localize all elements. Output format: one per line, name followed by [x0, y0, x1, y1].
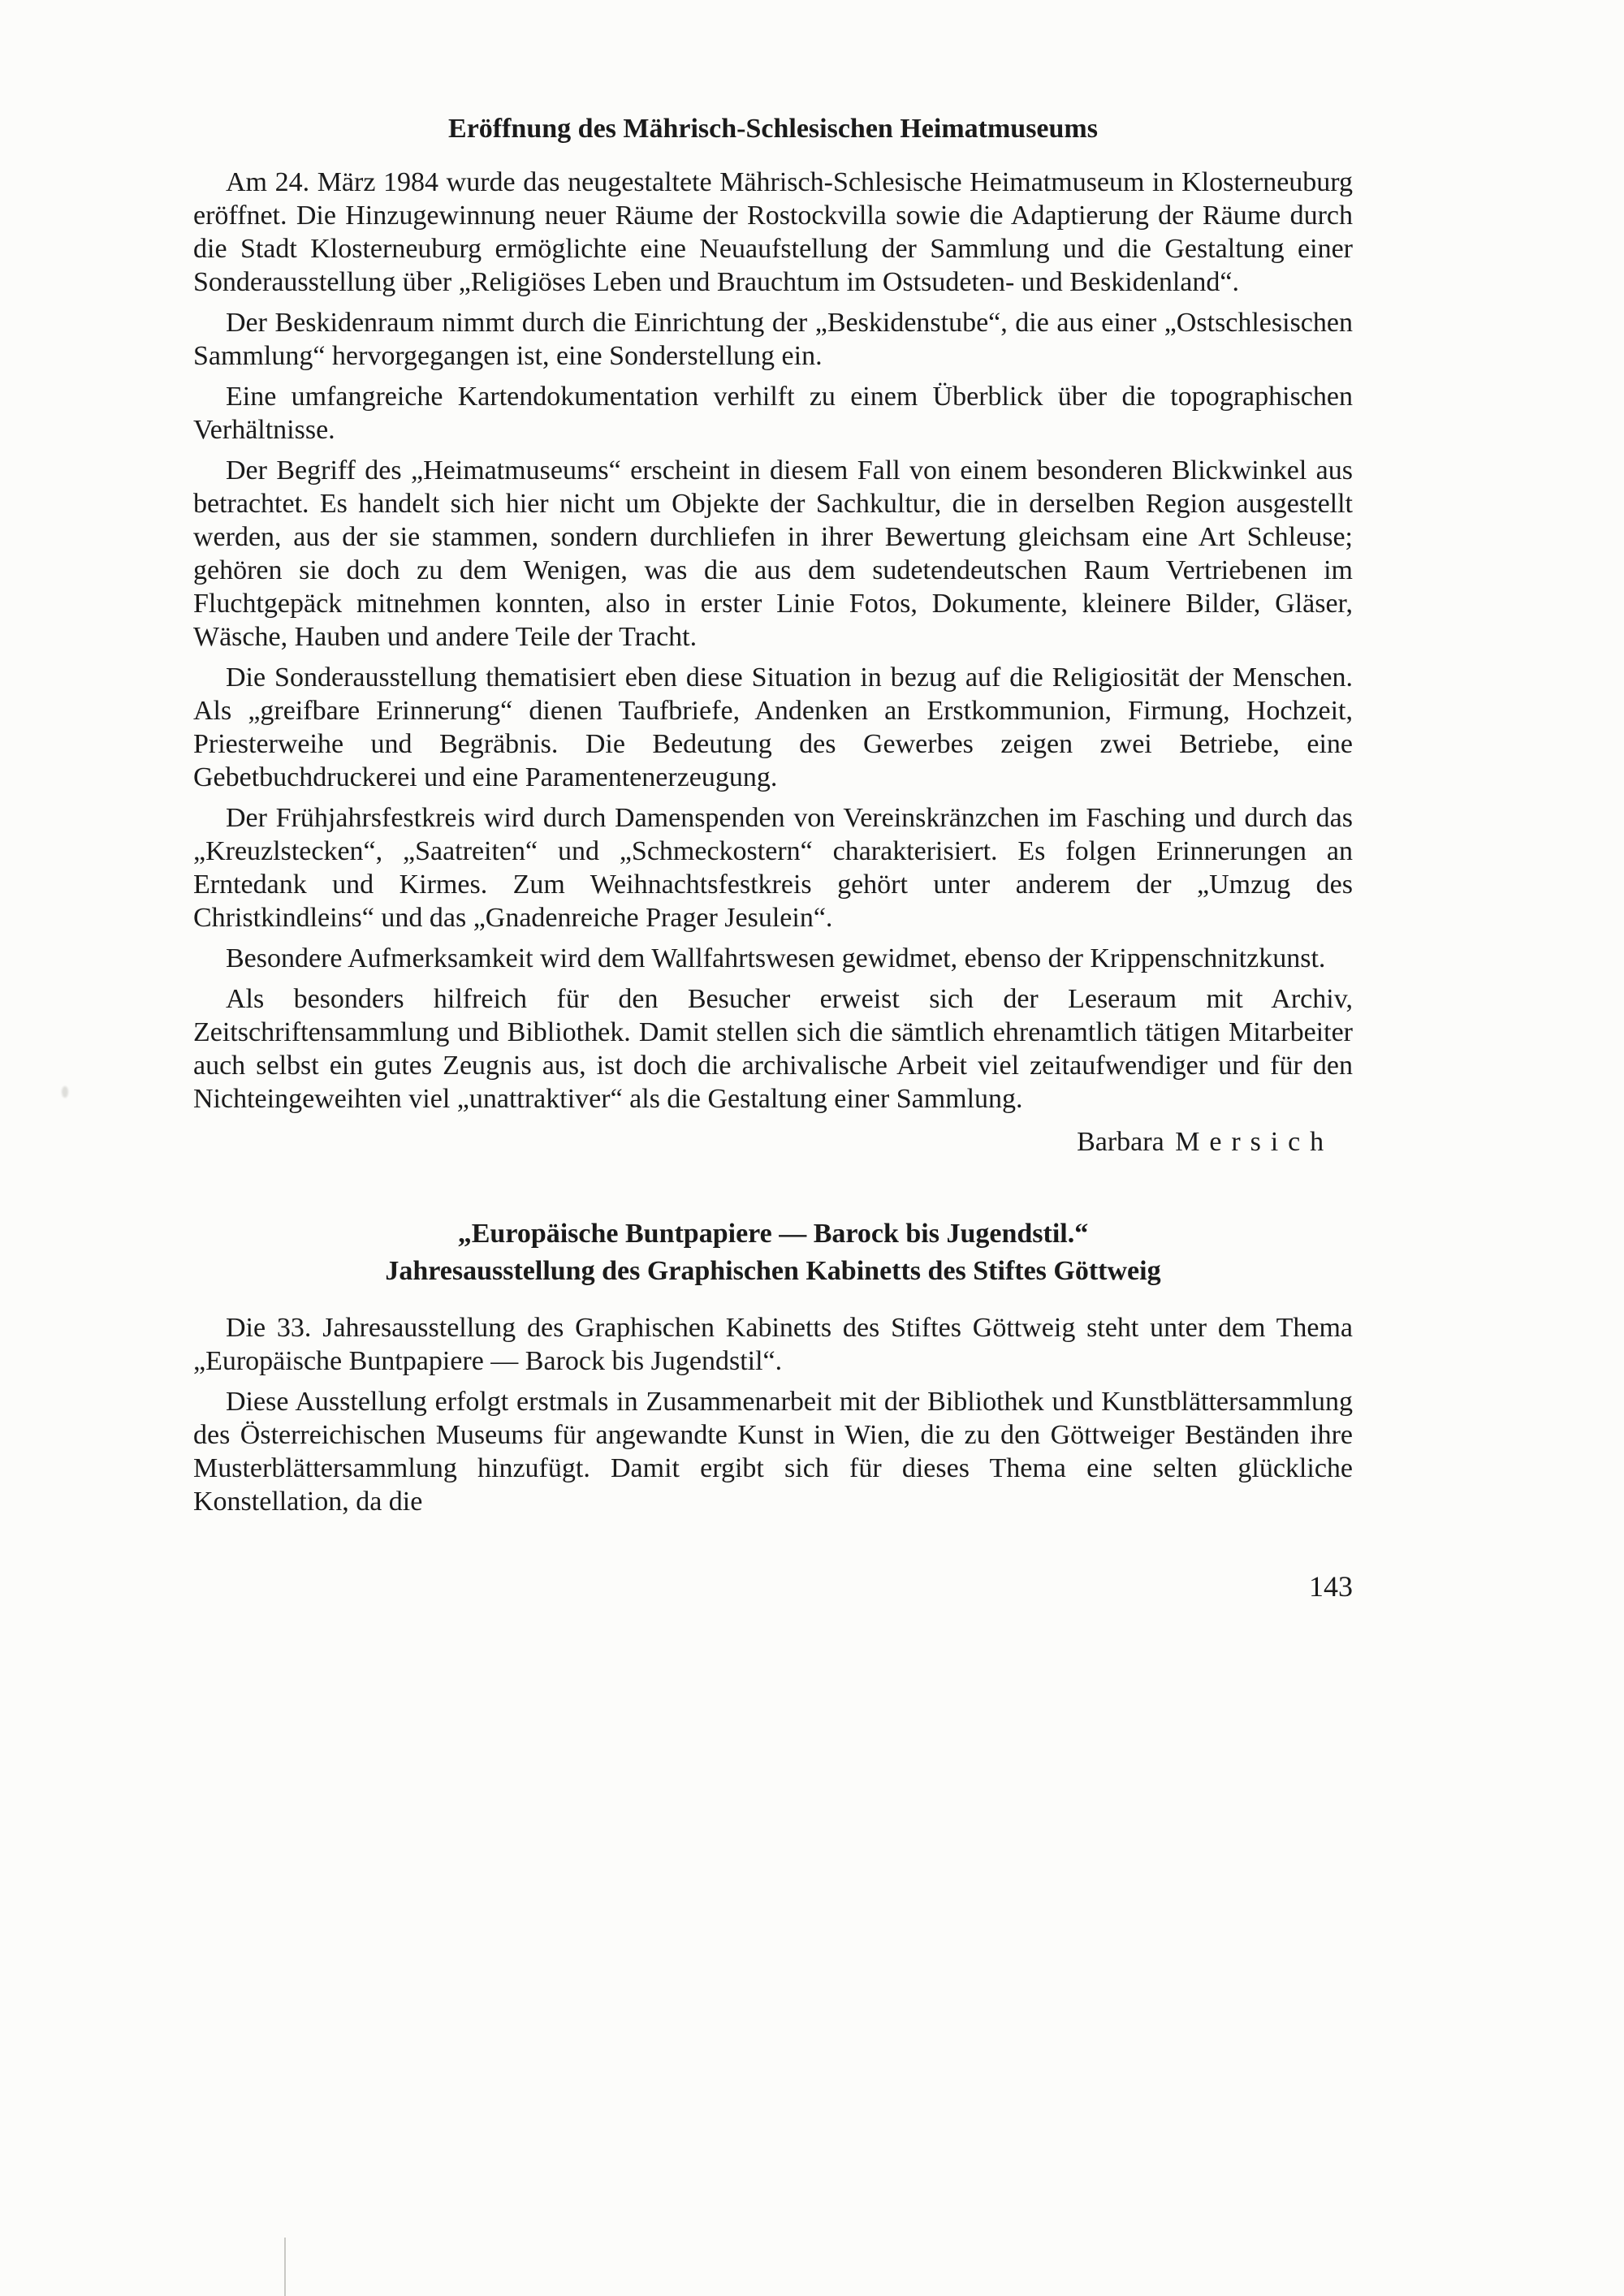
- page-number: 143: [1309, 1570, 1353, 1603]
- paragraph-8: Als besonders hilfreich für den Besucher erweist sich der Leseraum mit Archiv, Zeitschriftensammlung und Bibliothek. Damit stellen sich die sämtlich ehrenamtlich tätigen Mitarbeiter auch selbst ein gutes Zeugnis aus, ist doch die archivalische Arbeit viel zeitaufwendiger und für den Nichteingeweihten viel „unattraktiver“ als die Gestaltung einer Sammlung.: [193, 984, 1353, 1114]
- author-last-name: Mersich: [1175, 1127, 1333, 1157]
- paragraph-7: Besondere Aufmerksamkeit wird dem Wallfahrtswesen gewidmet, ebenso der Krippenschnitzkunst.: [226, 943, 1326, 973]
- heimatmuseum-title: Eröffnung des Mährisch-Schlesischen Heimatmuseums: [448, 114, 1098, 144]
- scan-artifact-line: [284, 2238, 286, 2296]
- section-heimatmuseum: [193, 112, 1353, 1159]
- paragraph-4: Der Begriff des „Heimatmuseums“ erscheint in diesem Fall von einem besonderen Blickwinkel aus betrachtet. Es handelt sich hier nicht um Objekte der Sachkultur, die in derselben Region ausgestellt werden, aus der sie stammen, sondern durchliefen in ihrer Bewertung gleichsam eine Art Schleuse; gehören sie doch zu dem Wenigen, was die aus dem sudetendeutschen Raum Vertriebenen im Fluchtgepäck mitnehmen konnten, also in erster Linie Fotos, Dokumente, kleinere Bilder, Gläser, Wäsche, Hauben und andere Teile der Tracht.: [193, 455, 1353, 652]
- paragraph-2: Der Beskidenraum nimmt durch die Einrichtung der „Beskidenstube“, die aus einer „Ostschlesischen Sammlung“ hervorgegangen ist, eine Sonderstellung ein.: [193, 308, 1353, 371]
- paragraph-5: Die Sonderausstellung thematisiert eben diese Situation in bezug auf die Religiosität der Menschen. Als „greifbare Erinnerung“ dienen Taufbriefe, Andenken an Erstkommunion, Firmung, Hochzeit, Priesterweihe und Begräbnis. Die Bedeutung des Gewerbes zeigen zwei Betriebe, eine Gebetbuchdruckerei und eine Paramentenerzeugung.: [193, 662, 1353, 792]
- text-column: [193, 112, 1353, 1603]
- paragraph-1: Am 24. März 1984 wurde das neugestaltete Mährisch-Schlesische Heimatmuseum in Klosterneuburg eröffnet. Die Hinzugewinnung neuer Räume der Rostockvilla sowie die Adaptierung der Räume durch die Stadt Klosterneuburg ermöglichte eine Neuaufstellung der Sammlung und die Gestaltung einer Sonderausstellung über „Religiöses Leben und Brauchtum im Ostsudeten- und Beskidenland“.: [193, 167, 1353, 297]
- section-buntpapiere: [193, 1215, 1353, 1518]
- buntpapiere-title-line-2: Jahresausstellung des Graphischen Kabinetts des Stiftes Göttweig: [385, 1256, 1161, 1286]
- buntpapiere-title: [193, 1215, 1353, 1290]
- author-first-name: Barbara: [1077, 1127, 1164, 1157]
- buntpapiere-title-line-1: „Europäische Buntpapiere — Barock bis Jugendstil.“: [457, 1219, 1089, 1249]
- paragraph-10: Diese Ausstellung erfolgt erstmals in Zusammenarbeit mit der Bibliothek und Kunstblättersammlung des Österreichischen Museums für angewandte Kunst in Wien, die zu den Göttweiger Beständen ihre Musterblättersammlung hinzufügt. Damit ergibt sich für dieses Thema eine selten glückliche Konstellation, da die: [193, 1387, 1353, 1517]
- paragraph-3: Eine umfangreiche Kartendokumentation verhilft zu einem Überblick über die topographischen Verhältnisse.: [193, 382, 1353, 445]
- author-signature: [193, 1125, 1333, 1159]
- scan-smudge: [62, 1086, 68, 1098]
- paragraph-9: Die 33. Jahresausstellung des Graphischen Kabinetts des Stiftes Göttweig steht unter dem Thema „Europäische Buntpapiere — Barock bis Jugendstil“.: [193, 1313, 1353, 1376]
- paragraph-6: Der Frühjahrsfestkreis wird durch Damenspenden von Vereinskränzchen im Fasching und durch das „Kreuzlstecken“, „Saatreiten“ und „Schmeckostern“ charakterisiert. Es folgen Erinnerungen an Erntedank und Kirmes. Zum Weihnachtsfestkreis gehört unter anderem der „Umzug des Christkindleins“ und das „Gnadenreiche Prager Jesulein“.: [193, 803, 1353, 933]
